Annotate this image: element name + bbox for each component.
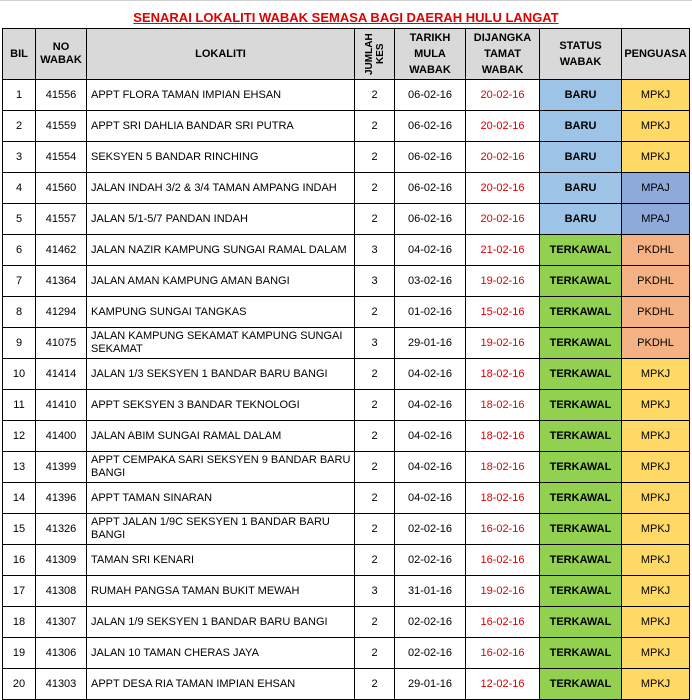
cell-dijangka-tamat: 16-02-16 (466, 545, 540, 576)
cell-status: TERKAWAL (540, 390, 622, 421)
cell-bil: 15 (2, 514, 36, 545)
cell-lokaliti: KAMPUNG SUNGAI TANGKAS (87, 297, 355, 328)
cell-tarikh-mula: 06-02-16 (395, 173, 466, 204)
cell-no-wabak: 41560 (36, 173, 87, 204)
cell-lokaliti: JALAN 1/9 SEKSYEN 1 BANDAR BARU BANGI (87, 607, 355, 638)
cell-dijangka-tamat: 18-02-16 (466, 390, 540, 421)
header-tarikh-mula: TARIKH MULA WABAK (395, 28, 466, 80)
cell-penguasa: MPKJ (622, 545, 690, 576)
cell-status: TERKAWAL (540, 483, 622, 514)
cell-tarikh-mula: 06-02-16 (395, 142, 466, 173)
cell-bil: 17 (2, 576, 36, 607)
cell-jumlah-kes: 3 (355, 328, 395, 359)
cell-jumlah-kes: 2 (355, 173, 395, 204)
cell-lokaliti: RUMAH PANGSA TAMAN BUKIT MEWAH (87, 576, 355, 607)
header-no-wabak: NO WABAK (36, 28, 87, 80)
cell-dijangka-tamat: 20-02-16 (466, 80, 540, 111)
cell-lokaliti: APPT JALAN 1/9C SEKSYEN 1 BANDAR BARU BANGI (87, 514, 355, 545)
header-jumlah-kes-label: JUMLAH KES (363, 33, 386, 75)
cell-status: TERKAWAL (540, 576, 622, 607)
cell-status: TERKAWAL (540, 545, 622, 576)
cell-tarikh-mula: 04-02-16 (395, 421, 466, 452)
cell-tarikh-mula: 04-02-16 (395, 483, 466, 514)
cell-bil: 6 (2, 235, 36, 266)
header-penguasa: PENGUASA (622, 28, 690, 80)
cell-bil: 7 (2, 266, 36, 297)
cell-no-wabak: 41303 (36, 669, 87, 700)
cell-dijangka-tamat: 18-02-16 (466, 359, 540, 390)
cell-no-wabak: 41400 (36, 421, 87, 452)
cell-penguasa: MPKJ (622, 111, 690, 142)
cell-bil: 9 (2, 328, 36, 359)
cell-dijangka-tamat: 19-02-16 (466, 266, 540, 297)
cell-bil: 8 (2, 297, 36, 328)
cell-bil: 13 (2, 452, 36, 483)
cell-lokaliti: JALAN AMAN KAMPUNG AMAN BANGI (87, 266, 355, 297)
cell-lokaliti: JALAN INDAH 3/2 & 3/4 TAMAN AMPANG INDAH (87, 173, 355, 204)
cell-status: TERKAWAL (540, 638, 622, 669)
cell-bil: 5 (2, 204, 36, 235)
cell-lokaliti: JALAN NAZIR KAMPUNG SUNGAI RAMAL DALAM (87, 235, 355, 266)
cell-jumlah-kes: 2 (355, 142, 395, 173)
cell-lokaliti: APPT DESA RIA TAMAN IMPIAN EHSAN (87, 669, 355, 700)
cell-penguasa: MPKJ (622, 142, 690, 173)
cell-bil: 10 (2, 359, 36, 390)
cell-no-wabak: 41307 (36, 607, 87, 638)
header-dijangka-tamat: DIJANGKA TAMAT WABAK (466, 28, 540, 80)
cell-jumlah-kes: 2 (355, 545, 395, 576)
cell-dijangka-tamat: 16-02-16 (466, 607, 540, 638)
cell-bil: 11 (2, 390, 36, 421)
cell-no-wabak: 41414 (36, 359, 87, 390)
cell-jumlah-kes: 2 (355, 359, 395, 390)
cell-tarikh-mula: 03-02-16 (395, 266, 466, 297)
cell-lokaliti: APPT CEMPAKA SARI SEKSYEN 9 BANDAR BARU BANGI (87, 452, 355, 483)
cell-jumlah-kes: 2 (355, 390, 395, 421)
cell-dijangka-tamat: 18-02-16 (466, 483, 540, 514)
cell-status: TERKAWAL (540, 607, 622, 638)
cell-status: TERKAWAL (540, 514, 622, 545)
cell-no-wabak: 41554 (36, 142, 87, 173)
cell-penguasa: MPKJ (622, 421, 690, 452)
cell-tarikh-mula: 06-02-16 (395, 204, 466, 235)
cell-status: TERKAWAL (540, 421, 622, 452)
cell-jumlah-kes: 2 (355, 111, 395, 142)
cell-tarikh-mula: 06-02-16 (395, 80, 466, 111)
cell-lokaliti: APPT TAMAN SINARAN (87, 483, 355, 514)
cell-penguasa: MPKJ (622, 669, 690, 700)
cell-tarikh-mula: 02-02-16 (395, 607, 466, 638)
cell-penguasa: MPKJ (622, 390, 690, 421)
cell-status: BARU (540, 142, 622, 173)
cell-lokaliti: JALAN KAMPUNG SEKAMAT KAMPUNG SUNGAI SEKAMAT (87, 328, 355, 359)
cell-penguasa: MPKJ (622, 638, 690, 669)
top-grid-line (0, 0, 692, 1)
cell-bil: 3 (2, 142, 36, 173)
cell-tarikh-mula: 04-02-16 (395, 452, 466, 483)
cell-status: BARU (540, 80, 622, 111)
cell-dijangka-tamat: 21-02-16 (466, 235, 540, 266)
cell-penguasa: MPAJ (622, 204, 690, 235)
cell-lokaliti: SEKSYEN 5 BANDAR RINCHING (87, 142, 355, 173)
cell-tarikh-mula: 29-01-16 (395, 328, 466, 359)
sheet-title: SENARAI LOKALITI WABAK SEMASA BAGI DAERAH HULU LANGAT (133, 9, 559, 25)
cell-lokaliti: APPT SRI DAHLIA BANDAR SRI PUTRA (87, 111, 355, 142)
cell-status: TERKAWAL (540, 669, 622, 700)
cell-dijangka-tamat: 20-02-16 (466, 142, 540, 173)
header-jumlah-kes (355, 28, 395, 80)
cell-penguasa: MPKJ (622, 452, 690, 483)
cell-tarikh-mula: 02-02-16 (395, 514, 466, 545)
cell-no-wabak: 41075 (36, 328, 87, 359)
cell-penguasa: MPKJ (622, 514, 690, 545)
cell-penguasa: MPAJ (622, 173, 690, 204)
cell-penguasa: PKDHL (622, 266, 690, 297)
cell-status: TERKAWAL (540, 235, 622, 266)
cell-no-wabak: 41294 (36, 297, 87, 328)
cell-lokaliti: JALAN ABIM SUNGAI RAMAL DALAM (87, 421, 355, 452)
cell-tarikh-mula: 02-02-16 (395, 545, 466, 576)
cell-jumlah-kes: 2 (355, 421, 395, 452)
cell-jumlah-kes: 2 (355, 204, 395, 235)
cell-no-wabak: 41410 (36, 390, 87, 421)
cell-dijangka-tamat: 12-02-16 (466, 669, 540, 700)
cell-status: BARU (540, 173, 622, 204)
cell-penguasa: PKDHL (622, 297, 690, 328)
cell-jumlah-kes: 3 (355, 235, 395, 266)
cell-bil: 1 (2, 80, 36, 111)
cell-penguasa: MPKJ (622, 80, 690, 111)
cell-tarikh-mula: 04-02-16 (395, 235, 466, 266)
cell-bil: 14 (2, 483, 36, 514)
cell-dijangka-tamat: 20-02-16 (466, 204, 540, 235)
cell-tarikh-mula: 29-01-16 (395, 669, 466, 700)
cell-penguasa: MPKJ (622, 483, 690, 514)
cell-jumlah-kes: 2 (355, 607, 395, 638)
cell-no-wabak: 41559 (36, 111, 87, 142)
cell-no-wabak: 41556 (36, 80, 87, 111)
cell-penguasa: MPKJ (622, 607, 690, 638)
cell-jumlah-kes: 2 (355, 638, 395, 669)
cell-jumlah-kes: 2 (355, 452, 395, 483)
cell-lokaliti: TAMAN SRI KENARI (87, 545, 355, 576)
cell-bil: 4 (2, 173, 36, 204)
cell-dijangka-tamat: 18-02-16 (466, 452, 540, 483)
cell-dijangka-tamat: 16-02-16 (466, 638, 540, 669)
cell-bil: 16 (2, 545, 36, 576)
cell-no-wabak: 41462 (36, 235, 87, 266)
header-bil: BIL (2, 28, 36, 80)
cell-penguasa: PKDHL (622, 235, 690, 266)
header-lokaliti: LOKALITI (87, 28, 355, 80)
cell-bil: 2 (2, 111, 36, 142)
cell-tarikh-mula: 02-02-16 (395, 638, 466, 669)
cell-lokaliti: APPT SEKSYEN 3 BANDAR TEKNOLOGI (87, 390, 355, 421)
cell-status: TERKAWAL (540, 266, 622, 297)
cell-jumlah-kes: 3 (355, 576, 395, 607)
header-status: STATUS WABAK (540, 28, 622, 80)
cell-no-wabak: 41326 (36, 514, 87, 545)
cell-bil: 20 (2, 669, 36, 700)
cell-jumlah-kes: 2 (355, 297, 395, 328)
cell-tarikh-mula: 06-02-16 (395, 111, 466, 142)
cell-status: TERKAWAL (540, 328, 622, 359)
cell-status: BARU (540, 111, 622, 142)
cell-jumlah-kes: 2 (355, 80, 395, 111)
cell-lokaliti: APPT FLORA TAMAN IMPIAN EHSAN (87, 80, 355, 111)
cell-status: TERKAWAL (540, 452, 622, 483)
cell-dijangka-tamat: 19-02-16 (466, 576, 540, 607)
cell-jumlah-kes: 2 (355, 483, 395, 514)
cell-no-wabak: 41306 (36, 638, 87, 669)
cell-tarikh-mula: 04-02-16 (395, 390, 466, 421)
cell-bil: 18 (2, 607, 36, 638)
cell-penguasa: MPKJ (622, 359, 690, 390)
cell-lokaliti: JALAN 10 TAMAN CHERAS JAYA (87, 638, 355, 669)
cell-jumlah-kes: 2 (355, 514, 395, 545)
cell-bil: 12 (2, 421, 36, 452)
cell-lokaliti: JALAN 1/3 SEKSYEN 1 BANDAR BARU BANGI (87, 359, 355, 390)
cell-status: BARU (540, 204, 622, 235)
cell-no-wabak: 41309 (36, 545, 87, 576)
cell-bil: 19 (2, 638, 36, 669)
cell-no-wabak: 41364 (36, 266, 87, 297)
cell-dijangka-tamat: 16-02-16 (466, 514, 540, 545)
cell-no-wabak: 41399 (36, 452, 87, 483)
cell-dijangka-tamat: 15-02-16 (466, 297, 540, 328)
cell-penguasa: PKDHL (622, 328, 690, 359)
cell-tarikh-mula: 01-02-16 (395, 297, 466, 328)
cell-jumlah-kes: 2 (355, 669, 395, 700)
cell-no-wabak: 41396 (36, 483, 87, 514)
cell-penguasa: MPKJ (622, 576, 690, 607)
cell-dijangka-tamat: 18-02-16 (466, 421, 540, 452)
cell-status: TERKAWAL (540, 297, 622, 328)
cell-status: TERKAWAL (540, 359, 622, 390)
cell-tarikh-mula: 04-02-16 (395, 359, 466, 390)
cell-tarikh-mula: 31-01-16 (395, 576, 466, 607)
cell-jumlah-kes: 3 (355, 266, 395, 297)
cell-dijangka-tamat: 20-02-16 (466, 173, 540, 204)
cell-dijangka-tamat: 20-02-16 (466, 111, 540, 142)
cell-no-wabak: 41308 (36, 576, 87, 607)
cell-no-wabak: 41557 (36, 204, 87, 235)
cell-dijangka-tamat: 19-02-16 (466, 328, 540, 359)
cell-lokaliti: JALAN 5/1-5/7 PANDAN INDAH (87, 204, 355, 235)
